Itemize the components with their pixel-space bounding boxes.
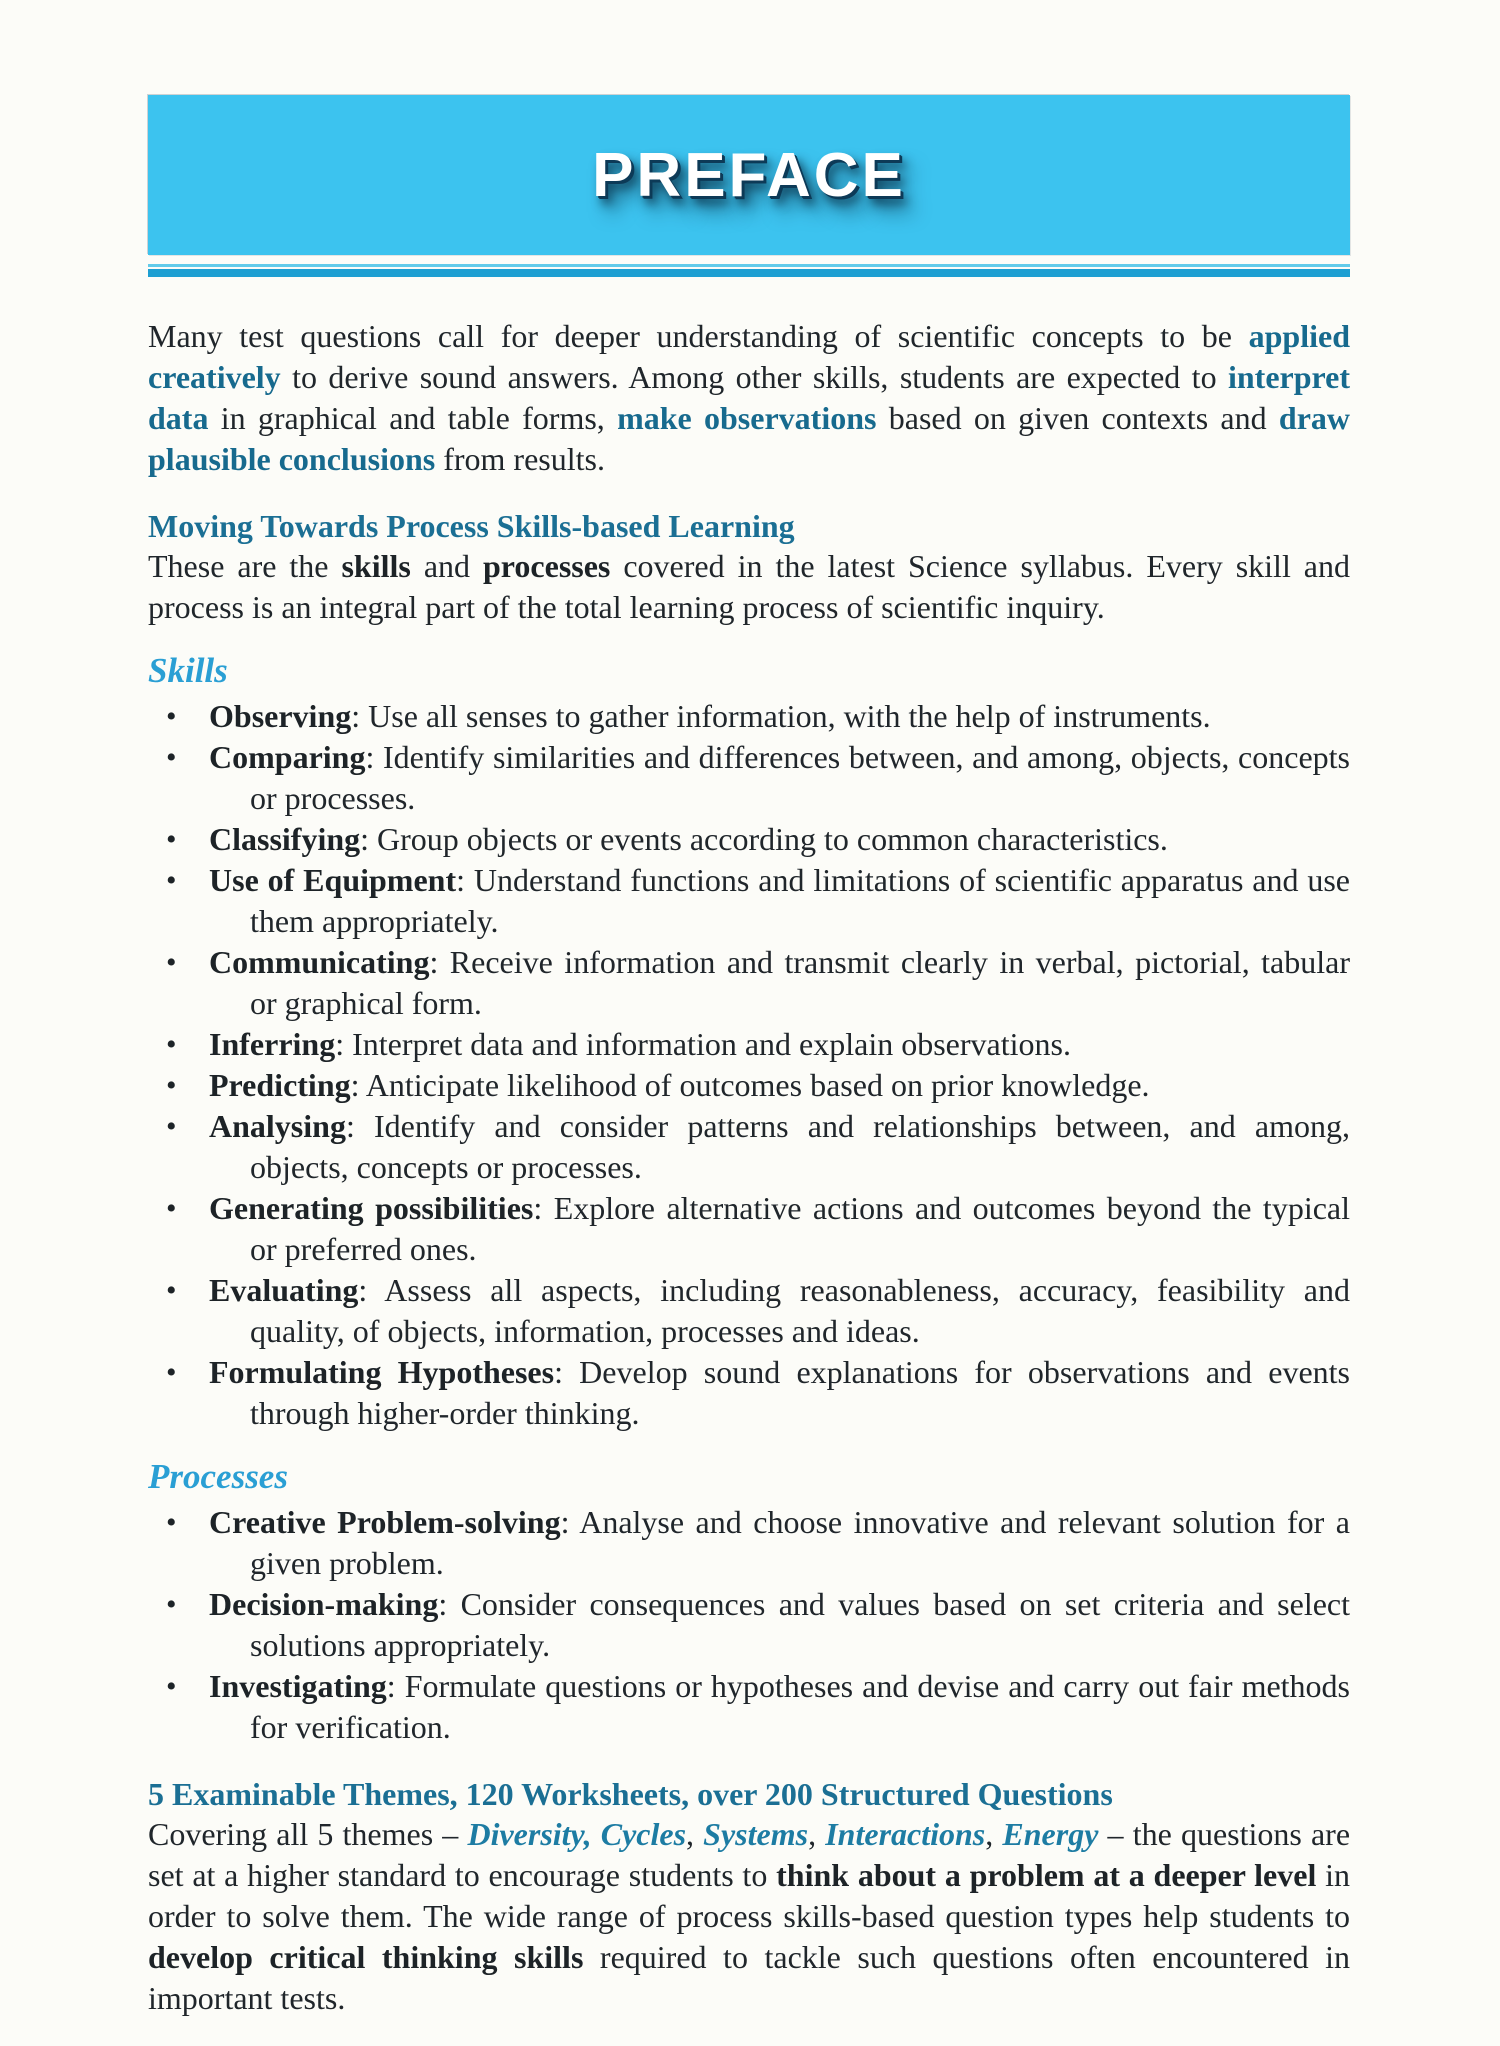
text-segment: based on given contexts and (876, 400, 1279, 436)
text-segment: : Analyse and choose innovative and relevant solution for a given problem. (250, 1504, 1351, 1581)
processes-list (148, 1502, 1350, 1748)
text-segment: interpret data (148, 359, 1350, 436)
text-segment: : Use all senses to gather information, with the help of instruments. (351, 698, 1211, 734)
text-segment: Generating possibilities (209, 1190, 534, 1226)
text-segment: Covering all 5 themes – (148, 1816, 468, 1852)
text-segment: to derive sound answers. Among other skills, students are expected to (280, 359, 1228, 395)
text-segment: : Group objects or events according to common characteristics. (360, 821, 1168, 857)
text-segment: Investigating (209, 1668, 387, 1704)
list-item (148, 942, 1350, 1024)
list-item (148, 1270, 1350, 1352)
list-item (148, 860, 1350, 942)
text-segment: Evaluating (209, 1272, 359, 1308)
text-segment: Formulating Hypotheses (209, 1354, 555, 1390)
text-segment: These are the (148, 548, 342, 584)
intro-paragraph (148, 316, 1350, 480)
divider-rule (148, 264, 1350, 277)
processes-heading: Processes (148, 1457, 288, 1496)
text-segment: Cycles (600, 1816, 687, 1852)
text-segment: covered in the latest Science syllabus. Every skill and process is an integral part of the total learning process of scientific inquiry. (148, 548, 1350, 625)
skills-list (148, 696, 1350, 1434)
text-segment: Many test questions call for deeper understanding of scientific concepts to be (148, 318, 1249, 354)
text-segment: and (410, 548, 483, 584)
list-item (148, 1666, 1350, 1748)
text-segment: : Develop sound explanations for observations and events through higher-order thinking. (250, 1354, 1351, 1431)
list-item (148, 737, 1350, 819)
text-segment: applied creatively (148, 318, 1350, 395)
page-content (148, 302, 1350, 2019)
text-segment: : Identify similarities and differences between, and among, objects, concepts or processes. (250, 739, 1350, 816)
text-segment: Systems (703, 1816, 809, 1852)
text-segment: : Anticipate likelihood of outcomes based on prior knowledge. (350, 1067, 1150, 1103)
list-item (148, 1502, 1350, 1584)
text-segment: : Understand functions and limitations of scientific apparatus and use them appropriately. (250, 862, 1351, 939)
text-segment: : Consider consequences and values based on set criteria and select solutions appropriately. (250, 1586, 1350, 1663)
text-segment: from results. (435, 441, 605, 477)
text-segment: : Receive information and transmit clearly in verbal, pictorial, tabular or graphical form. (250, 944, 1350, 1021)
text-segment: , (686, 1816, 704, 1852)
list-item (148, 1024, 1350, 1065)
text-segment: : Explore alternative actions and outcomes beyond the typical or preferred ones. (250, 1190, 1351, 1267)
text-segment: Comparing (209, 739, 366, 775)
text-segment (592, 1816, 601, 1852)
text-segment: required to tackle such questions often encountered in important tests. (148, 1939, 1351, 2016)
themes-heading: 5 Examinable Themes, 120 Worksheets, over 200 Structured Questions (148, 1776, 1113, 1812)
text-segment: in order to solve them. The wide range of process skills-based question types help students to (148, 1857, 1351, 1934)
text-segment: develop critical thinking skills (148, 1939, 584, 1975)
text-segment: make observations (617, 400, 877, 436)
text-segment: draw plausible conclusions (148, 400, 1351, 477)
text-segment: in graphical and table forms, (208, 400, 618, 436)
skills-heading: Skills (148, 651, 228, 690)
text-segment: Predicting (209, 1067, 351, 1103)
text-segment: – the questions are set at a higher standard to encourage students to (148, 1816, 1351, 1893)
text-segment: Communicating (209, 944, 430, 980)
list-item (148, 1352, 1350, 1434)
themes-paragraph (148, 1814, 1350, 2019)
page-title: PREFACE (592, 140, 906, 210)
text-segment: Use of Equipment (209, 862, 457, 898)
list-item (148, 1584, 1350, 1666)
text-segment: Creative Problem-solving (209, 1504, 561, 1540)
text-segment: , (985, 1816, 1003, 1852)
text-segment: Interactions (825, 1816, 986, 1852)
list-item (148, 1188, 1350, 1270)
text-segment: Analysing (209, 1108, 346, 1144)
text-segment: think about a problem at a deeper level (776, 1857, 1317, 1893)
list-item (148, 819, 1350, 860)
text-segment: Classifying (209, 821, 361, 857)
text-segment: , (808, 1816, 826, 1852)
text-segment: processes (482, 548, 611, 584)
text-segment: skills (341, 548, 411, 584)
moving-towards-paragraph (148, 546, 1350, 628)
text-segment: : Formulate questions or hypotheses and devise and carry out fair methods for verification. (250, 1668, 1350, 1745)
text-segment: Diversity, (467, 1816, 592, 1852)
preface-banner (148, 95, 1350, 255)
text-segment: Inferring (209, 1026, 336, 1062)
text-segment: : Assess all aspects, including reasonableness, accuracy, feasibility and quality, of objects, information, processes and ideas. (250, 1272, 1350, 1349)
text-segment: : Interpret data and information and explain observations. (335, 1026, 1071, 1062)
text-segment: : Identify and consider patterns and relationships between, and among, objects, concepts or processes. (250, 1108, 1350, 1185)
text-segment: Observing (209, 698, 352, 734)
list-item (148, 696, 1350, 737)
list-item (148, 1065, 1350, 1106)
moving-towards-heading: Moving Towards Process Skills-based Learning (148, 508, 795, 544)
text-segment: Decision-making (209, 1586, 439, 1622)
text-segment: Energy (1002, 1816, 1099, 1852)
list-item (148, 1106, 1350, 1188)
